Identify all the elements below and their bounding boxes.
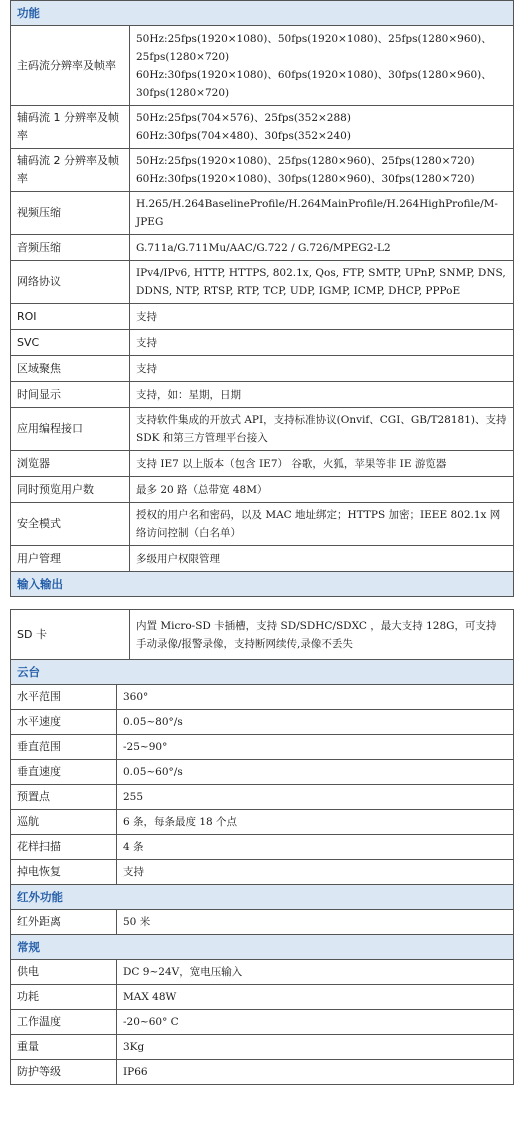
spec-row [11, 910, 514, 935]
section-title: 输入输出 [11, 572, 514, 597]
spec-value-line: 多级用户权限管理 [136, 552, 220, 565]
spec-row [11, 235, 514, 261]
spec-value: 3Kg [117, 1035, 514, 1060]
spec-row [11, 356, 514, 382]
spec-value-line: 50Hz:25fps(1920×1080)、50fps(1920×1080)、25fps(1280×960)、25fps(1280×720) [136, 32, 492, 63]
spec-value: 6 条，每条最度 18 个点 [117, 810, 514, 835]
spec-row [11, 610, 514, 660]
spec-row [11, 26, 514, 106]
spec-label: 预置点 [11, 785, 117, 810]
spec-value [130, 356, 514, 382]
spec-table-sd [10, 609, 514, 660]
spec-label: 用户管理 [11, 546, 130, 572]
section-header [11, 660, 514, 685]
spec-value [130, 503, 514, 546]
spec-label: 水平速度 [11, 710, 117, 735]
spec-table-main [10, 0, 514, 597]
spec-value-line: 内置 Micro-SD 卡插槽，支持 SD/SDHC/SDXC ，最大支持 128G，可支持手动录像/报警录像，支持断网续传,录像不丢失 [136, 619, 497, 650]
spec-label: 水平范围 [11, 685, 117, 710]
spec-row [11, 735, 514, 760]
spec-value [130, 451, 514, 477]
spec-row [11, 785, 514, 810]
spec-value [130, 382, 514, 408]
spec-table-ptz [10, 659, 514, 1085]
spec-row [11, 1010, 514, 1035]
spec-value: MAX 48W [117, 985, 514, 1010]
section-header-io [11, 572, 514, 597]
spec-value-line: 50Hz:25fps(704×576)、25fps(352×288) [136, 112, 351, 124]
spec-value-line: 支持，如：星期，日期 [136, 388, 241, 401]
spec-label: 辅码流 1 分辨率及帧率 [11, 106, 130, 149]
spec-row [11, 330, 514, 356]
spec-label: 区域聚焦 [11, 356, 130, 382]
spec-value [130, 546, 514, 572]
spec-value-line: 60Hz:30fps(704×480)、30fps(352×240) [136, 130, 351, 142]
spec-value [130, 477, 514, 503]
spec-label: 辅码流 2 分辨率及帧率 [11, 149, 130, 192]
spec-value-line: H.265/H.264BaselineProfile/H.264MainProfile/H.264HighProfile/M-JPEG [136, 198, 498, 228]
spec-label: 时间显示 [11, 382, 130, 408]
spec-value-line: 支持 [136, 362, 157, 375]
spec-label: 浏览器 [11, 451, 130, 477]
spec-value-line: 支持 [136, 336, 157, 349]
spec-value [130, 106, 514, 149]
spec-label: 应用编程接口 [11, 408, 130, 451]
spec-value-line: IPv4/IPv6, HTTP, HTTPS, 802.1x, Qos, FTP, SMTP, UPnP, SNMP, DNS, DDNS, NTP, RTSP, RTP, TCP, UDP, IGMP, ICMP, DHCP, PPPoE [136, 267, 506, 297]
spec-row [11, 1035, 514, 1060]
spec-value: 255 [117, 785, 514, 810]
spec-row [11, 810, 514, 835]
spec-label: 工作温度 [11, 1010, 117, 1035]
spec-row [11, 835, 514, 860]
spec-label: 音频压缩 [11, 235, 130, 261]
spec-label: 花样扫描 [11, 835, 117, 860]
spec-row [11, 106, 514, 149]
spec-label: 视频压缩 [11, 192, 130, 235]
spec-row [11, 503, 514, 546]
spec-label: 同时预览用户数 [11, 477, 130, 503]
spec-value-line: 授权的用户名和密码，以及 MAC 地址绑定；HTTPS 加密；IEEE 802.1x 网络访问控制（白名单） [136, 509, 501, 539]
spec-sheet [10, 0, 513, 1085]
spec-value [130, 408, 514, 451]
spec-row [11, 860, 514, 885]
spec-row [11, 985, 514, 1010]
section-title: 云台 [11, 660, 514, 685]
spec-value-line: G.711a/G.711Mu/AAC/G.722 / G.726/MPEG2-L2 [136, 241, 391, 254]
spec-label: 安全模式 [11, 503, 130, 546]
spec-row [11, 382, 514, 408]
spec-label: 防护等级 [11, 1060, 117, 1085]
section-header [11, 935, 514, 960]
spec-value: DC 9~24V，宽电压输入 [117, 960, 514, 985]
spec-label: 网络协议 [11, 261, 130, 304]
spec-row [11, 710, 514, 735]
section-title: 功能 [11, 1, 514, 26]
spec-value: IP66 [117, 1060, 514, 1085]
spec-label: 红外距离 [11, 910, 117, 935]
spec-row [11, 261, 514, 304]
spec-value: 0.05~60°/s [117, 760, 514, 785]
spec-row [11, 477, 514, 503]
section-header [11, 885, 514, 910]
spec-value [130, 149, 514, 192]
spec-value-line: 支持软件集成的开放式 API，支持标准协议(Onvif、CGI、GB/T28181)、支持 SDK 和第三方管理平台接入 [136, 414, 507, 444]
spec-value-line: 60Hz:30fps(1920×1080)、30fps(1280×960)、30fps(1280×720) [136, 173, 475, 185]
spec-label: 主码流分辨率及帧率 [11, 26, 130, 106]
section-title: 常规 [11, 935, 514, 960]
spec-value: 360° [117, 685, 514, 710]
spec-value [130, 261, 514, 304]
spec-value-line: 60Hz:30fps(1920×1080)、60fps(1920×1080)、30fps(1280×960)、30fps(1280×720) [136, 68, 492, 99]
spec-row [11, 960, 514, 985]
spec-row [11, 760, 514, 785]
spec-row [11, 451, 514, 477]
spec-label: 供电 [11, 960, 117, 985]
spec-label: SD 卡 [11, 610, 130, 660]
section-header-functions [11, 1, 514, 26]
spec-row [11, 304, 514, 330]
spec-row [11, 408, 514, 451]
spec-label: 巡航 [11, 810, 117, 835]
spec-value: 支持 [117, 860, 514, 885]
spec-label: SVC [11, 330, 130, 356]
spec-row [11, 192, 514, 235]
spec-label: 重量 [11, 1035, 117, 1060]
section-title: 红外功能 [11, 885, 514, 910]
spec-row [11, 546, 514, 572]
spec-value: 50 米 [117, 910, 514, 935]
spec-label: 功耗 [11, 985, 117, 1010]
spec-value [130, 304, 514, 330]
spec-value-line: 支持 [136, 310, 157, 323]
spec-value [130, 26, 514, 106]
spec-value-line: 最多 20 路（总带宽 48M） [136, 483, 268, 496]
spec-row [11, 685, 514, 710]
spec-row [11, 149, 514, 192]
spec-value: 4 条 [117, 835, 514, 860]
spec-value [130, 610, 514, 660]
spec-value [130, 235, 514, 261]
spec-value [130, 192, 514, 235]
spec-row [11, 1060, 514, 1085]
spec-label: 垂直速度 [11, 760, 117, 785]
spec-value [130, 330, 514, 356]
spec-value: 0.05~80°/s [117, 710, 514, 735]
spec-label: 垂直范围 [11, 735, 117, 760]
spec-value: -25~90° [117, 735, 514, 760]
spec-value-line: 支持 IE7 以上版本（包含 IE7） 谷歌，火狐，苹果等非 IE 游览器 [136, 457, 447, 470]
spec-value: -20~60° C [117, 1010, 514, 1035]
spec-label: 掉电恢复 [11, 860, 117, 885]
spec-label: ROI [11, 304, 130, 330]
spec-value-line: 50Hz:25fps(1920×1080)、25fps(1280×960)、25fps(1280×720) [136, 155, 475, 167]
